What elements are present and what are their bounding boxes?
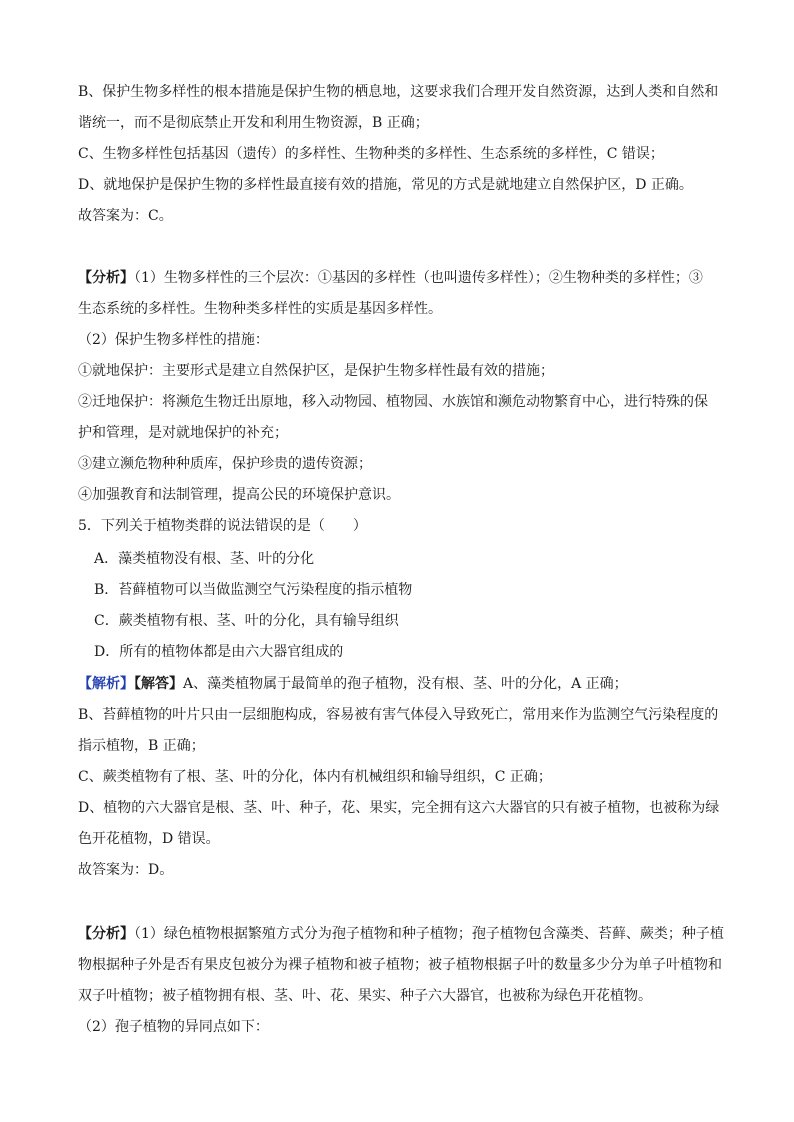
- analysis-tag: 【分析】: [78, 926, 134, 942]
- analysis2-line-3: 双子叶植物；被子植物拥有根、茎、叶、花、果实、种子六大器官，也被称为绿色开花植物。: [78, 988, 652, 1004]
- solution-line-b: B、苔藓植物的叶片只由一层细胞构成，容易被有害气体侵入导致死亡，常用来作为监测空气污染程度的: [78, 707, 719, 723]
- solution-line-b-cont: 谐统一，而不是彻底禁止开发和利用生物资源，B 正确；: [78, 115, 429, 131]
- option-c: C．蕨类植物有根、茎、叶的分化，具有输导组织: [94, 613, 399, 629]
- analysis-line-5: ②迁地保护：将濒危生物迁出原地，移入动物园、植物园、水族馆和濒危动物繁育中心，进行特殊的保: [78, 394, 708, 410]
- solution-line-d-cont: 色开花植物，D 错误。: [78, 831, 220, 847]
- jieda-tag: 【解答】: [134, 676, 183, 692]
- analysis-line-2: 生态系统的多样性。生物种类多样性的实质是基因多样性。: [78, 301, 442, 317]
- analysis-line-6: 护和管理，是对就地保护的补充；: [78, 425, 288, 441]
- solution-line-b-cont: 指示植物，B 正确；: [78, 738, 205, 754]
- analysis2-line-1: [78, 924, 754, 944]
- option-a: A．藻类植物没有根、茎、叶的分化: [94, 551, 315, 567]
- analysis-text: （1）生物多样性的三个层次：①基因的多样性（也叫遗传多样性）；②生物种类的多样性；③: [134, 270, 703, 286]
- analysis2-line-2: 物根据种子外是否有果皮包被分为裸子植物和被子植物；被子植物根据子叶的数量多少分为单子叶植物和: [78, 957, 722, 973]
- jiexi-tag: 【解析】: [78, 676, 134, 692]
- solution-line-d: D、就地保护是保护生物的多样性最直接有效的措施，常见的方式是就地建立自然保护区，D 正确。: [78, 177, 693, 193]
- answer-line: 故答案为：D。: [78, 862, 174, 878]
- analysis-line-4: ①就地保护：主要形式是建立自然保护区，是保护生物多样性最有效的措施；: [78, 363, 554, 379]
- answer-line: 故答案为：C。: [78, 208, 173, 224]
- option-b: B．苔藓植物可以当做监测空气污染程度的指示植物: [94, 582, 413, 598]
- solution-line-c: C、蕨类植物有了根、茎、叶的分化，体内有机械组织和输导组织，C 正确；: [78, 769, 552, 785]
- solution-line-d: D、植物的六大器官是根、茎、叶、种子，花、果实，完全拥有这六大器官的只有被子植物，也被称为绿: [78, 800, 720, 816]
- analysis-line-8: ④加强教育和法制管理，提高公民的环境保护意识。: [78, 487, 400, 503]
- analysis-line-3: （2）保护生物多样性的措施：: [78, 332, 269, 348]
- analysis2-line-4: （2）孢子植物的异同点如下：: [78, 1019, 269, 1035]
- solution-text-a: A、藻类植物属于最简单的孢子植物，没有根、茎、叶的分化，A 正确；: [183, 676, 628, 692]
- solution-line-a: [78, 674, 754, 694]
- option-d: D．所有的植物体都是由六大器官组成的: [94, 644, 344, 660]
- solution-line-c: C、生物多样性包括基因（遗传）的多样性、生物种类的多样性、生态系统的多样性，C 错误；: [78, 146, 664, 162]
- analysis-text: （1）绿色植物根据繁殖方式分为孢子植物和种子植物；孢子植物包含藻类、苔藓、蕨类；种子植: [134, 926, 724, 942]
- question-stem: 5．下列关于植物类群的说法错误的是（ ）: [78, 518, 367, 534]
- analysis-tag: 【分析】: [78, 270, 134, 286]
- solution-line-b: B、保护生物多样性的根本措施是保护生物的栖息地，这要求我们合理开发自然资源，达到人类和自然和: [78, 84, 719, 100]
- analysis-line-7: ③建立濒危物种种质库，保护珍贵的遗传资源；: [78, 456, 372, 472]
- analysis-line-1: [78, 268, 754, 288]
